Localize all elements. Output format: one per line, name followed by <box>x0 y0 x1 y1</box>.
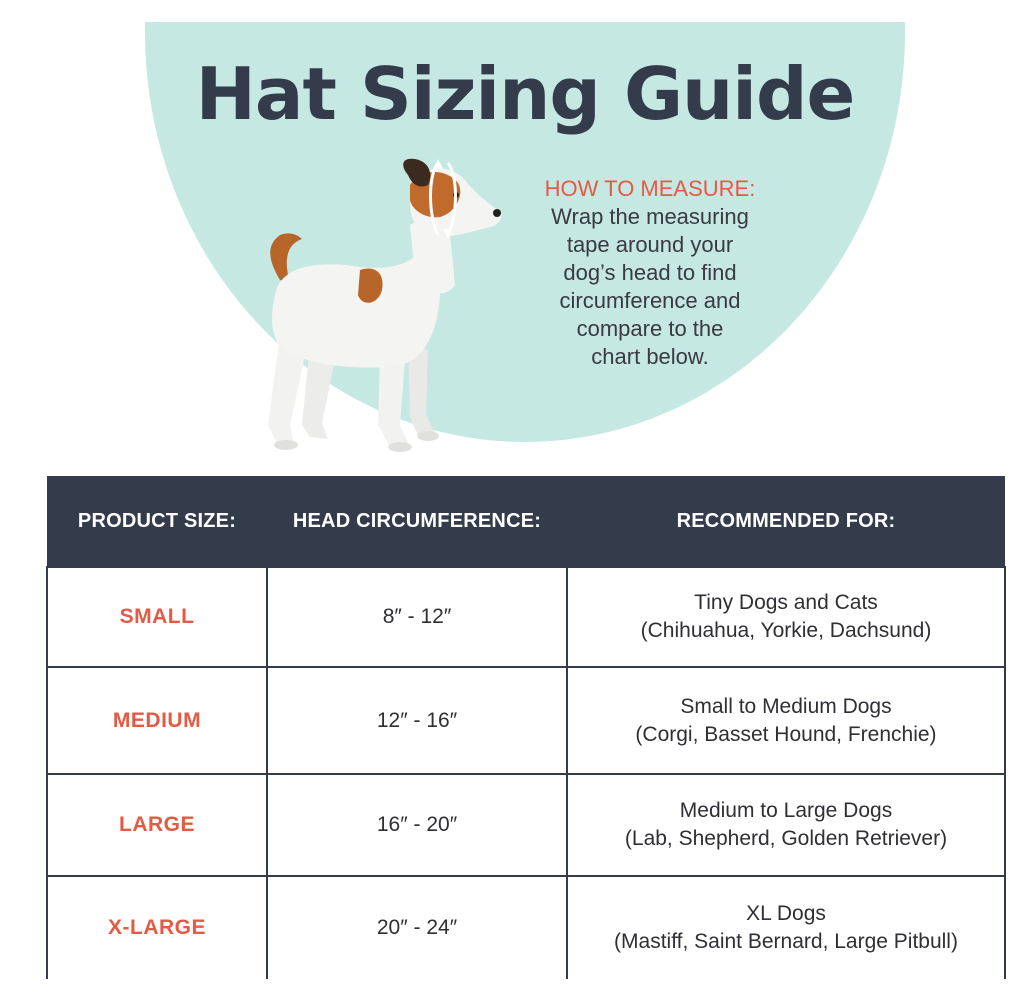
table-row <box>47 876 1005 979</box>
size-label: MEDIUM <box>47 667 267 774</box>
header-product-size: PRODUCT SIZE: <box>47 476 267 567</box>
recommended-cell <box>567 567 1005 667</box>
table-row <box>47 567 1005 667</box>
recommended-cell <box>567 876 1005 979</box>
size-label: SMALL <box>47 567 267 667</box>
table-row <box>47 667 1005 774</box>
recommended-breeds: (Corgi, Basset Hound, Frenchie) <box>635 722 937 746</box>
how-to-measure-heading: HOW TO MEASURE: <box>544 176 756 201</box>
measure-line: circumference and <box>559 288 741 313</box>
recommended-title: Medium to Large Dogs <box>679 799 893 822</box>
table-row <box>47 774 1005 876</box>
circumference-range: 8″ - 12″ <box>267 567 567 667</box>
recommended-cell <box>567 667 1005 774</box>
page-title: Hat Sizing Guide <box>195 52 855 136</box>
size-label: LARGE <box>47 774 267 876</box>
recommended-breeds: (Lab, Shepherd, Golden Retriever) <box>624 827 948 850</box>
size-chart-table <box>46 476 1006 979</box>
measure-line: compare to the <box>576 316 724 341</box>
circumference-range: 12″ - 16″ <box>267 667 567 774</box>
recommended-title: Tiny Dogs and Cats <box>694 591 878 614</box>
table-header-row <box>47 476 1005 567</box>
circumference-range: 16″ - 20″ <box>267 774 567 876</box>
header-head-circumference: HEAD CIRCUMFERENCE: <box>267 476 567 567</box>
size-label: X-LARGE <box>47 876 267 979</box>
how-to-measure <box>520 175 780 371</box>
measure-line: tape around your <box>566 232 734 257</box>
recommended-title: XL Dogs <box>746 902 826 925</box>
measure-line: dog’s head to find <box>563 260 737 285</box>
measure-line: chart below. <box>591 344 709 369</box>
dog-illustration <box>250 155 520 460</box>
circumference-range: 20″ - 24″ <box>267 876 567 979</box>
header-recommended-for: RECOMMENDED FOR: <box>567 476 1005 567</box>
measure-line: Wrap the measuring <box>551 204 749 229</box>
recommended-title: Small to Medium Dogs <box>680 694 892 718</box>
recommended-breeds: (Chihuahua, Yorkie, Dachsund) <box>640 619 932 642</box>
recommended-cell <box>567 774 1005 876</box>
recommended-breeds: (Mastiff, Saint Bernard, Large Pitbull) <box>614 930 958 953</box>
